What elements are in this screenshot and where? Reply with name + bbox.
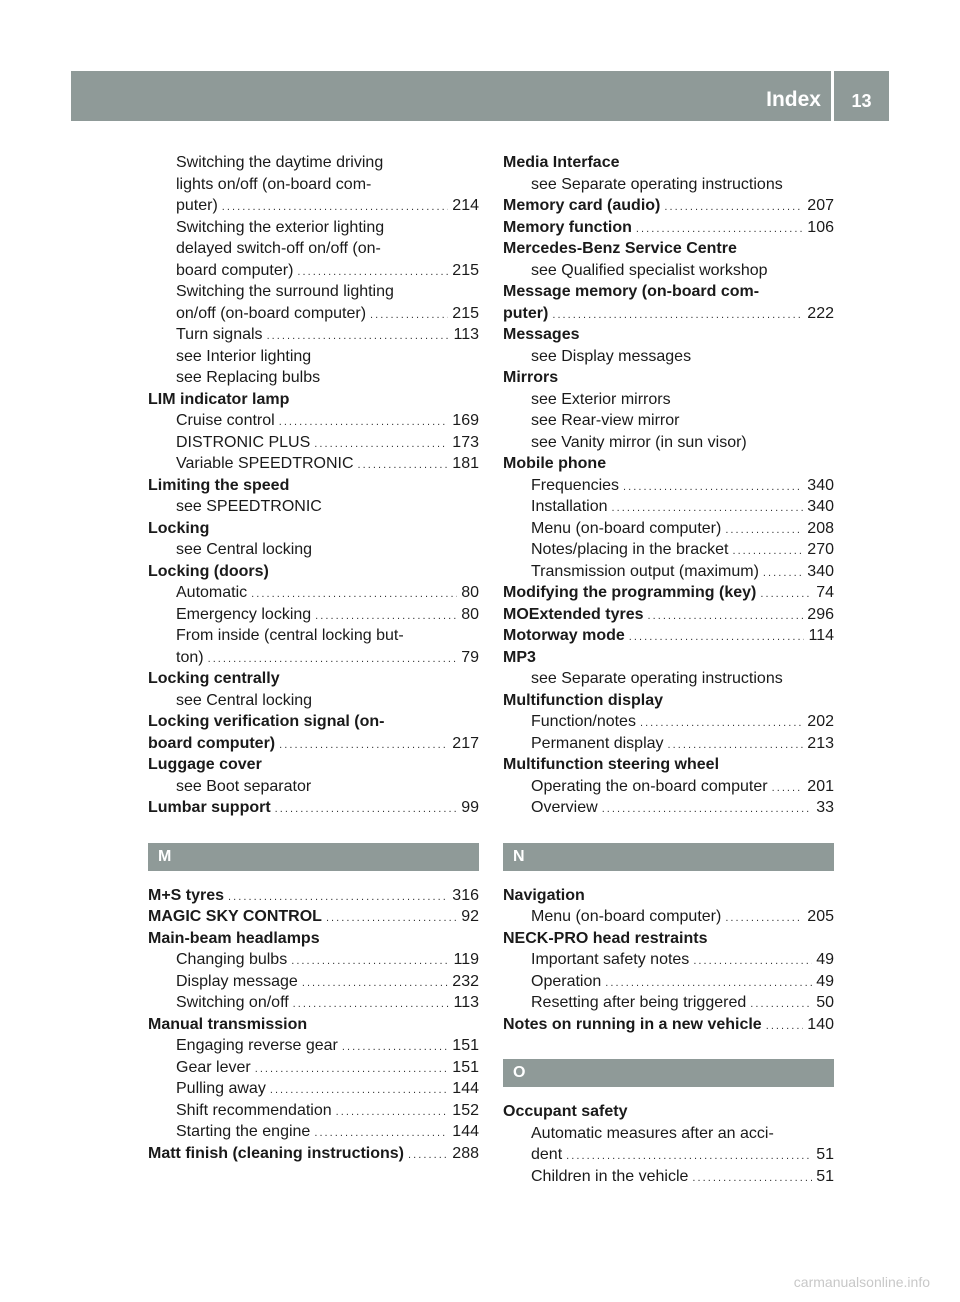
index-subentry <box>148 539 479 561</box>
index-entry[interactable] <box>503 582 834 604</box>
dot-leader <box>251 582 457 606</box>
page-reference[interactable]: 181 <box>452 455 479 472</box>
entry-text: Engaging reverse gear <box>176 1037 338 1054</box>
entry-text: Automatic measures after an acci- <box>531 1124 774 1142</box>
index-entry <box>503 1101 834 1123</box>
entry-text: puter) <box>503 304 549 322</box>
index-subentry <box>503 174 834 196</box>
index-subentry <box>148 346 479 368</box>
entry-text: Automatic <box>176 584 248 601</box>
index-entry <box>503 367 834 389</box>
entry-text: Changing bulbs <box>176 951 288 968</box>
entry-text: dent <box>531 1146 563 1163</box>
dot-leader <box>640 711 803 735</box>
entry-text: Frequencies <box>531 476 620 494</box>
index-entry <box>503 324 834 346</box>
page-reference[interactable]: 106 <box>807 218 834 236</box>
page-reference[interactable]: 340 <box>807 498 834 515</box>
dot-leader <box>358 453 449 477</box>
index-entry <box>503 453 834 475</box>
index-column-right <box>503 152 834 1187</box>
index-subentry <box>503 432 834 454</box>
dot-leader <box>750 992 812 1016</box>
entry-text: Important safety notes <box>531 951 690 968</box>
entry-text: Switching the surround lighting <box>176 283 394 300</box>
index-subentry <box>148 690 479 712</box>
index-entry <box>148 928 479 950</box>
page-reference[interactable]: 205 <box>807 908 834 925</box>
index-entry[interactable] <box>148 906 479 928</box>
index-entry[interactable] <box>503 303 834 325</box>
entry-text: see Central locking <box>176 541 313 558</box>
dot-leader <box>763 561 803 585</box>
page-reference[interactable]: 340 <box>807 476 834 494</box>
entry-text: Function/notes <box>531 713 636 730</box>
entry-text: Message memory (on-board com- <box>503 283 760 300</box>
entry-text: on/off (on-board computer) <box>176 304 367 322</box>
entry-text: Locking <box>148 519 210 537</box>
index-entry <box>148 754 479 776</box>
index-subentry[interactable] <box>148 1078 479 1100</box>
entry-text: DISTRONIC PLUS <box>176 433 311 451</box>
dot-leader <box>208 647 458 671</box>
entry-text: Menu (on-board computer) <box>531 519 722 537</box>
dot-leader <box>629 625 805 649</box>
index-entry <box>503 281 834 303</box>
dot-leader <box>342 1035 448 1059</box>
page-reference[interactable]: 202 <box>807 713 834 730</box>
index-subentry[interactable] <box>148 604 479 626</box>
page-reference[interactable]: 51 <box>816 1167 834 1185</box>
dot-leader <box>668 733 804 757</box>
dot-leader <box>725 518 803 542</box>
entry-text: Installation <box>531 498 608 515</box>
entry-text: see Vanity mirror (in sun visor) <box>531 433 747 451</box>
entry-text: Memory card (audio) <box>503 197 661 214</box>
index-entry <box>503 690 834 712</box>
entry-text: NECK-PRO head restraints <box>503 929 708 947</box>
index-subentry[interactable] <box>503 906 834 928</box>
index-entry <box>148 518 479 540</box>
index-entry <box>148 668 479 690</box>
entry-text: Pulling away <box>176 1080 266 1097</box>
page-reference[interactable]: 119 <box>453 951 479 968</box>
index-entry <box>503 885 834 907</box>
index-subentry <box>148 496 479 518</box>
page-reference[interactable]: 80 <box>461 584 479 601</box>
entry-text: Emergency locking <box>176 605 312 623</box>
entry-text: From inside (central locking but- <box>176 627 404 644</box>
index-entry[interactable] <box>503 195 834 217</box>
dot-leader <box>228 885 448 909</box>
entry-text: Navigation <box>503 886 585 904</box>
page-reference[interactable]: 169 <box>452 412 479 429</box>
entry-text: Manual transmission <box>148 1015 308 1033</box>
index-entry <box>503 754 834 776</box>
page-reference[interactable]: 288 <box>452 1144 479 1162</box>
entry-text: Cruise control <box>176 412 275 429</box>
dot-leader <box>664 195 803 219</box>
page-reference[interactable]: 215 <box>452 261 479 279</box>
page-reference[interactable]: 270 <box>807 541 834 558</box>
entry-text: board computer) <box>176 261 294 279</box>
page-reference[interactable]: 92 <box>461 908 479 925</box>
index-subentry[interactable] <box>503 1144 834 1166</box>
page-reference[interactable]: 316 <box>452 886 479 904</box>
entry-text: Mercedes-Benz Service Centre <box>503 240 737 257</box>
page-reference[interactable]: 113 <box>453 994 479 1011</box>
index-subentry[interactable] <box>148 453 479 475</box>
dot-leader <box>552 303 803 327</box>
entry-text: Main-beam headlamps <box>148 929 320 947</box>
page-reference[interactable]: 144 <box>452 1080 479 1097</box>
entry-text: Overview <box>531 799 598 816</box>
index-entry <box>148 475 479 497</box>
page-reference[interactable]: 49 <box>816 972 834 990</box>
page-reference[interactable]: 201 <box>807 777 834 795</box>
index-subentry[interactable] <box>503 475 834 497</box>
entry-text: ton) <box>176 648 204 666</box>
index-subentry[interactable] <box>503 711 834 733</box>
index-subentry[interactable] <box>503 1166 834 1188</box>
page-reference[interactable]: 296 <box>807 605 834 623</box>
entry-text: Display message <box>176 972 298 990</box>
dot-leader <box>293 992 450 1016</box>
index-subentry[interactable] <box>148 949 479 971</box>
entry-text: see Replacing bulbs <box>176 369 321 386</box>
page-reference[interactable]: 213 <box>807 734 834 752</box>
entry-text: Messages <box>503 326 580 343</box>
entry-text: see SPEEDTRONIC <box>176 498 322 515</box>
dot-leader <box>270 1078 448 1102</box>
page-reference[interactable]: 99 <box>461 799 479 816</box>
page-reference[interactable]: 214 <box>452 197 479 214</box>
index-subentry[interactable] <box>503 971 834 993</box>
page-reference[interactable]: 144 <box>452 1123 479 1140</box>
index-entry <box>503 647 834 669</box>
page-reference[interactable]: 208 <box>807 519 834 537</box>
index-subentry[interactable] <box>148 647 479 669</box>
dot-leader <box>279 733 448 757</box>
index-subentry[interactable] <box>148 324 479 346</box>
entry-text: Locking verification signal (on- <box>148 713 385 730</box>
page-reference[interactable]: 140 <box>807 1015 834 1033</box>
index-entry[interactable] <box>503 625 834 647</box>
dot-leader <box>297 260 448 284</box>
index-entry[interactable] <box>148 797 479 819</box>
entry-text: Switching the daytime driving <box>176 154 384 171</box>
index-section-heading: N <box>503 843 834 871</box>
entry-text: Transmission output (maximum) <box>531 562 759 580</box>
page-reference[interactable]: 232 <box>452 972 479 990</box>
index-subentry[interactable] <box>503 496 834 518</box>
index-entry[interactable] <box>503 217 834 239</box>
page-reference[interactable]: 151 <box>452 1058 479 1076</box>
page-reference[interactable]: 50 <box>816 994 834 1011</box>
entry-text: Gear lever <box>176 1058 251 1076</box>
index-subentry <box>503 410 834 432</box>
dot-leader <box>692 1166 812 1190</box>
page-number: 13 <box>851 91 872 111</box>
entry-text: Children in the vehicle <box>531 1167 689 1185</box>
entry-text: Multifunction steering wheel <box>503 756 720 773</box>
index-subentry[interactable] <box>503 561 834 583</box>
index-subentry[interactable] <box>148 971 479 993</box>
entry-text: board computer) <box>148 734 276 752</box>
index-subentry[interactable] <box>148 1100 479 1122</box>
index-subentry <box>148 625 479 647</box>
entry-text: see Interior lighting <box>176 347 312 365</box>
page-reference[interactable]: 207 <box>807 197 834 214</box>
index-subentry[interactable] <box>503 733 834 755</box>
index-subentry <box>503 260 834 282</box>
entry-text: Multifunction display <box>503 691 663 709</box>
entry-text: LIM indicator lamp <box>148 390 290 408</box>
entry-text: see Separate operating instructions <box>531 175 783 193</box>
entry-text: MAGIC SKY CONTROL <box>148 908 322 925</box>
page-reference[interactable]: 340 <box>807 562 834 580</box>
index-entry <box>148 389 479 411</box>
entry-text: Modifying the programming (key) <box>503 584 757 601</box>
dot-leader <box>693 949 812 973</box>
dot-leader <box>408 1143 448 1167</box>
page-reference[interactable]: 80 <box>461 605 479 623</box>
page-reference[interactable]: 173 <box>452 433 479 451</box>
index-subentry[interactable] <box>503 797 834 819</box>
entry-text: puter) <box>176 197 218 214</box>
index-entry[interactable] <box>503 1014 834 1036</box>
entry-text: M+S tyres <box>148 886 225 904</box>
page-reference[interactable]: 222 <box>807 304 834 322</box>
page-title: Index <box>766 88 821 111</box>
index-subentry[interactable] <box>148 582 479 604</box>
dot-leader <box>623 475 803 499</box>
index-subentry[interactable] <box>148 1035 479 1057</box>
dot-leader <box>275 797 458 821</box>
index-subentry[interactable] <box>148 1057 479 1079</box>
entry-text: Variable SPEEDTRONIC <box>176 455 354 472</box>
index-entry <box>148 1014 479 1036</box>
index-section-heading: M <box>148 843 479 871</box>
dot-leader <box>315 604 457 628</box>
entry-text: Locking centrally <box>148 670 280 687</box>
entry-text: see Display messages <box>531 347 692 365</box>
entry-text: see Qualified specialist workshop <box>531 261 768 279</box>
index-subentry <box>503 1123 834 1145</box>
index-subentry[interactable] <box>148 303 479 325</box>
index-entry[interactable] <box>148 733 479 755</box>
entry-text: MOExtended tyres <box>503 605 644 623</box>
entry-text: Starting the engine <box>176 1123 311 1140</box>
entry-text: Memory function <box>503 218 632 236</box>
entry-text: Mirrors <box>503 369 559 386</box>
page-reference[interactable]: 152 <box>452 1101 479 1119</box>
entry-text: Turn signals <box>176 326 263 343</box>
entry-text: Luggage cover <box>148 756 262 773</box>
entry-text: Shift recommendation <box>176 1101 332 1119</box>
entry-text: Limiting the speed <box>148 476 290 494</box>
page-reference[interactable]: 51 <box>816 1146 834 1163</box>
entry-text: Media Interface <box>503 154 620 171</box>
page-reference[interactable]: 113 <box>453 326 479 343</box>
index-subentry <box>148 174 479 196</box>
index-column-left <box>148 152 479 1164</box>
page-reference[interactable]: 79 <box>461 648 479 666</box>
dot-leader <box>612 496 804 520</box>
entry-text: Lumbar support <box>148 799 271 816</box>
dot-leader <box>647 604 803 628</box>
entry-text: Locking (doors) <box>148 562 269 580</box>
entry-text: see Central locking <box>176 691 313 709</box>
index-subentry <box>148 152 479 174</box>
page-reference[interactable]: 49 <box>816 951 834 968</box>
page-reference[interactable]: 33 <box>816 799 834 816</box>
entry-text: Menu (on-board computer) <box>531 908 722 925</box>
index-entry <box>503 238 834 260</box>
entry-text: delayed switch-off on/off (on- <box>176 240 381 257</box>
entry-text: Notes/placing in the bracket <box>531 541 729 558</box>
page-reference[interactable]: 151 <box>452 1037 479 1054</box>
entry-text: Matt finish (cleaning instructions) <box>148 1144 405 1162</box>
dot-leader <box>326 906 457 930</box>
entry-text: Permanent display <box>531 734 664 752</box>
index-subentry[interactable] <box>503 776 834 798</box>
dot-leader <box>279 410 449 434</box>
entry-text: Notes on running in a new vehicle <box>503 1015 762 1033</box>
entry-text: Resetting after being triggered <box>531 994 747 1011</box>
entry-text: see Separate operating instructions <box>531 670 783 687</box>
entry-text: Motorway mode <box>503 627 625 644</box>
index-subentry[interactable] <box>148 432 479 454</box>
index-subentry[interactable] <box>503 992 834 1014</box>
page-reference[interactable]: 217 <box>452 734 479 752</box>
index-subentry[interactable] <box>148 260 479 282</box>
index-subentry <box>503 389 834 411</box>
entry-text: Operating the on-board computer <box>531 777 768 795</box>
index-entry <box>503 928 834 950</box>
entry-text: lights on/off (on-board com- <box>176 175 372 193</box>
index-subentry <box>148 776 479 798</box>
index-subentry[interactable] <box>148 1121 479 1143</box>
dot-leader <box>370 303 448 327</box>
index-subentry <box>148 238 479 260</box>
entry-text: Mobile phone <box>503 455 607 472</box>
index-subentry <box>148 281 479 303</box>
index-subentry <box>503 346 834 368</box>
page-reference[interactable]: 74 <box>816 584 834 601</box>
page-reference[interactable]: 215 <box>452 304 479 322</box>
index-subentry <box>503 668 834 690</box>
dot-leader <box>291 949 449 973</box>
entry-text: see Rear-view mirror <box>531 412 680 429</box>
dot-leader <box>336 1100 449 1124</box>
index-entry <box>503 152 834 174</box>
watermark: carmanualsonline.info <box>793 1274 930 1290</box>
dot-leader <box>732 539 803 563</box>
entry-text: see Exterior mirrors <box>531 390 671 408</box>
index-entry <box>148 561 479 583</box>
entry-text: see Boot separator <box>176 777 312 795</box>
dot-leader <box>302 971 448 995</box>
index-section-heading: O <box>503 1059 834 1087</box>
index-subentry[interactable] <box>503 539 834 561</box>
entry-text: Operation <box>531 972 602 990</box>
dot-leader <box>766 1014 804 1038</box>
page-reference[interactable]: 114 <box>808 627 834 644</box>
index-subentry <box>148 217 479 239</box>
dot-leader <box>602 797 813 821</box>
index-entry[interactable] <box>148 885 479 907</box>
dot-leader <box>314 432 448 456</box>
index-subentry <box>148 367 479 389</box>
dot-leader <box>605 971 812 995</box>
entry-text: Switching on/off <box>176 994 289 1011</box>
dot-leader <box>725 906 803 930</box>
entry-text: MP3 <box>503 648 536 666</box>
dot-leader <box>760 582 812 606</box>
dot-leader <box>566 1144 812 1168</box>
dot-leader <box>636 217 803 241</box>
index-subentry[interactable] <box>503 518 834 540</box>
dot-leader <box>267 324 450 348</box>
index-entry[interactable] <box>148 1143 479 1165</box>
entry-text: Occupant safety <box>503 1103 628 1120</box>
index-subentry[interactable] <box>148 992 479 1014</box>
index-subentry[interactable] <box>148 410 479 432</box>
index-subentry[interactable] <box>503 949 834 971</box>
index-subentry[interactable] <box>148 195 479 217</box>
dot-leader <box>222 195 449 219</box>
index-entry[interactable] <box>503 604 834 626</box>
dot-leader <box>255 1057 449 1081</box>
index-entry <box>148 711 479 733</box>
dot-leader <box>314 1121 448 1145</box>
dot-leader <box>772 776 804 800</box>
entry-text: Switching the exterior lighting <box>176 218 385 236</box>
